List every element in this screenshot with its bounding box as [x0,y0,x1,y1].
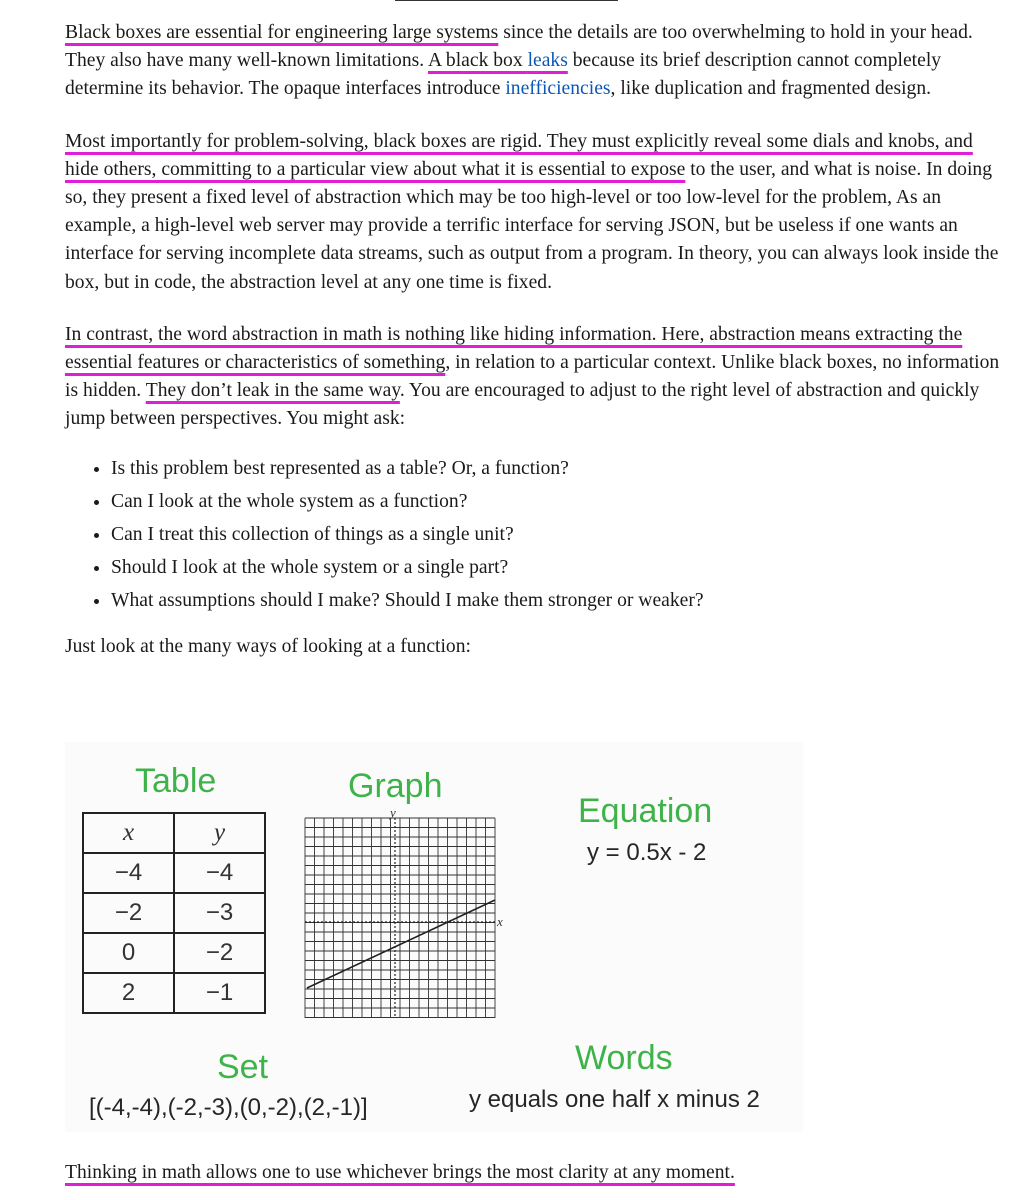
list-item: • Can I look at the whole system as a function? [111,485,1003,518]
paragraph-intro-figure: Just look at the many ways of looking at a function: [65,635,471,657]
table-cell: −2 [174,933,265,973]
words-text: y equals one half x minus 2 [469,1086,760,1113]
words-title: Words [575,1039,673,1077]
y-axis-label: y [390,808,396,820]
paragraph-black-boxes [65,19,1003,104]
list-item: • Is this problem best represented as a table? Or, a function? [111,452,1003,485]
text: , like duplication and fragmented design. [610,78,932,100]
top-divider [395,0,618,1]
table-row [83,853,265,893]
column-header-y: y [174,813,265,853]
table-cell: −2 [83,893,174,933]
highlight: Black boxes are essential for engineering large systems [65,22,499,43]
highlight: Thinking in math allows one to use whichever brings the most clarity at any moment. [65,1162,735,1183]
text: to the user, and what is noise. In doing so, they present a fixed level of abstraction which may be too high-level or too low-level for the problem, As an example, a high-level web server may provide a terrific interface for serving JSON, but be useless if one wants an interface for serving incomplete data streams, such as output from a program. In theory, you can always look inside the box, but in code, the abstraction level at any one time is fixed. [65,158,999,293]
table-cell: −1 [174,973,265,1013]
set-title: Set [217,1048,269,1086]
highlight: Most importantly for problem-solving, black boxes are rigid. They must explicitly reveal some dials and knobs, and hide others, committing to a particular view about what it is essential to expose [65,130,973,180]
table-cell: 2 [83,973,174,1013]
text: . You are encouraged to adjust to the right level of abstraction and quickly jump between perspectives. You might ask: [65,380,980,430]
inefficiencies-link[interactable]: inefficiencies [505,78,611,100]
article-body [65,19,1003,661]
table-row [83,893,265,933]
paragraph-rigid [65,128,1003,297]
column-header-x: x [83,813,174,853]
line-graph [297,808,507,1028]
set-text: [(-4,-4),(-2,-3),(0,-2),(2,-1)] [89,1094,368,1121]
leaks-link[interactable]: leaks [527,50,568,72]
paragraph-contrast [65,321,1003,434]
highlight: They don’t leak in the same way [145,380,400,402]
text: because its brief description cannot completely determine its behavior. The opaque interfaces introduce [65,50,942,100]
table-cell: −4 [174,853,265,893]
graph-grid [305,818,495,1018]
table-cell: −3 [174,893,265,933]
list-item: • What assumptions should I make? Should I make them stronger or weaker? [111,584,1003,617]
function-representations-figure [65,742,803,1132]
table-cell: 0 [83,933,174,973]
table-row [83,973,265,1013]
table-header-row [83,813,265,853]
highlight: In contrast, the word abstraction in math is nothing like hiding information. Here, abstraction means extracting the essential features or characteristics of something [65,323,963,374]
question-list [65,452,1003,617]
table-row [83,933,265,973]
text: , in relation to a particular context. Unlike black boxes, no information is hidden. [65,352,1000,402]
x-axis-label: x [497,914,503,929]
paragraph-conclusion [65,1159,735,1187]
highlight [428,50,568,71]
equation-title: Equation [578,792,713,830]
text: since the details are too overwhelming to hold in your head. They also have many well-known limitations. [65,22,973,72]
list-item: • Should I look at the whole system or a single part? [111,551,1003,584]
equation-text: y = 0.5x - 2 [587,839,707,866]
values-table [82,812,266,1014]
text: A black box [427,50,528,72]
table-cell: −4 [83,853,174,893]
list-item: • Can I treat this collection of things as a single unit? [111,518,1003,551]
table-title: Table [135,762,217,800]
graph-title: Graph [348,767,443,805]
